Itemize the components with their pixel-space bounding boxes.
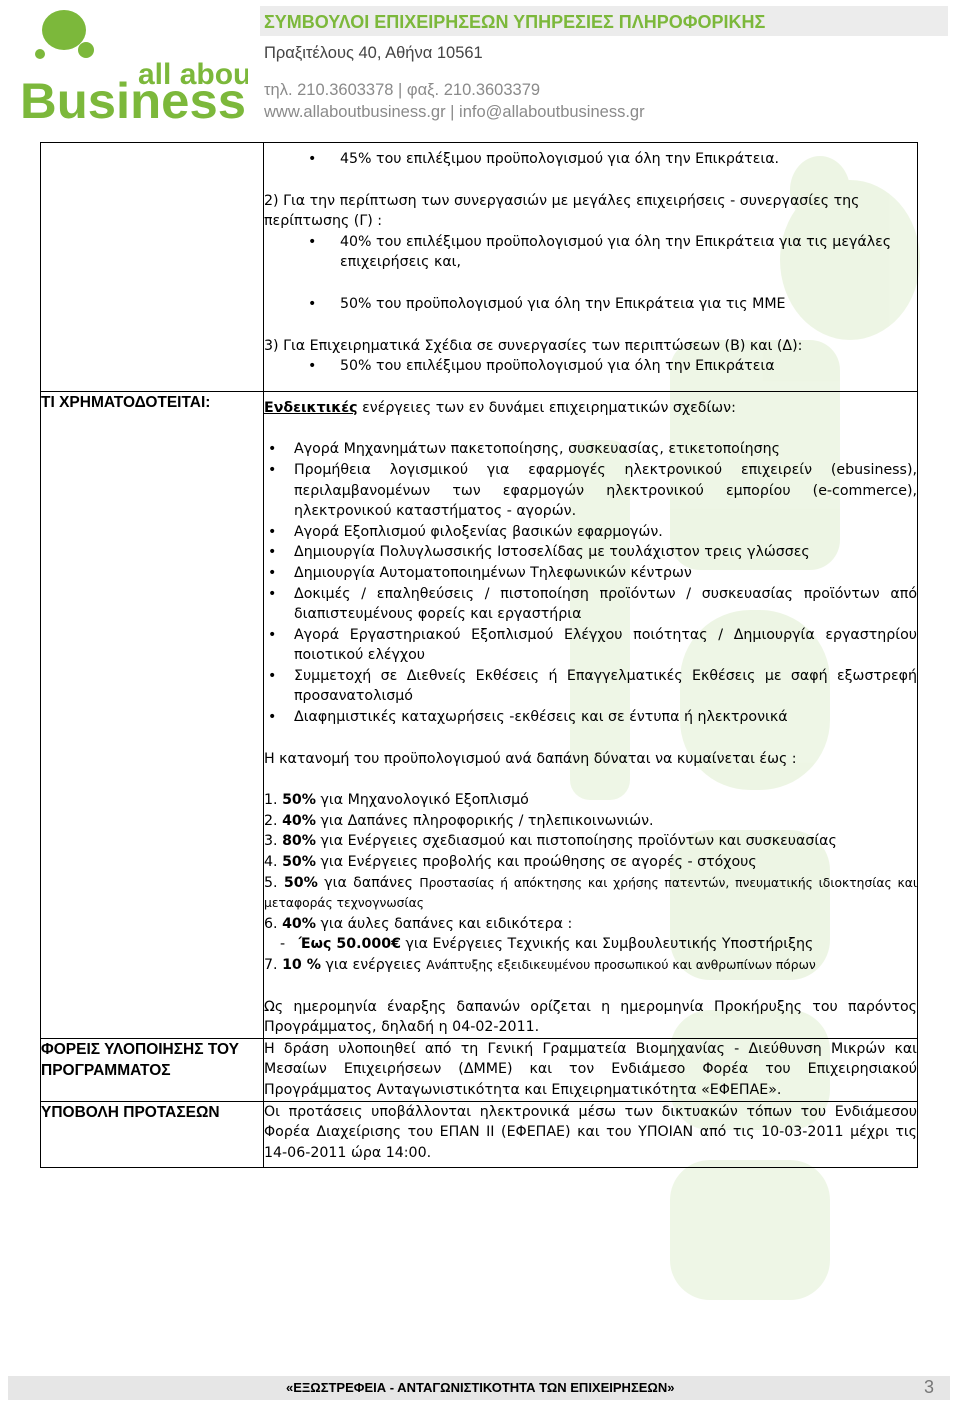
- allocation-item-4: 4. 50% για Ενέργειες προβολής και προώθησης σε αγορές - στόχους: [264, 854, 757, 871]
- header-phones: τηλ. 210.3603378 | φαξ. 210.3603379: [264, 81, 541, 99]
- row-label-empty: [41, 143, 264, 392]
- list-item: • Δοκιμές / επαληθεύσεις / πιστοποίηση προϊόντων / συσκευασίας προϊόντων από διαπιστευμένους φορείς και εργαστήρια: [264, 584, 917, 625]
- row-what-is-funded: [41, 391, 918, 1038]
- submission-text: Οι προτάσεις υποβάλλονται ηλεκτρονικά μέσω των δικτυακών τόπων του Ενδιάμεσου Φορέα Διαχείρισης του ΕΠΑΝ ΙΙ (ΕΦΕΠΑΕ) και του ΥΠΟΙΑΝ από τις 10-03-2011 μέχρι τις 14-06-2011 ώρα 14:00.: [264, 1101, 918, 1168]
- allocation-item-6: 6. 40% για άυλες δαπάνες και ειδικότερα :: [264, 915, 573, 932]
- allocation-intro: Η κατανομή του προϋπολογισμού ανά δαπάνη δύναται να κυμαίνεται έως :: [264, 750, 797, 767]
- logo-word-main: Business: [20, 73, 247, 122]
- page-header: [0, 0, 960, 135]
- row-implementing-bodies: [41, 1038, 918, 1101]
- indicative-intro: ενέργειες των εν δυνάμει επιχειρηματικών σχεδίων:: [357, 399, 736, 416]
- list-item: • Συμμετοχή σε Διεθνείς Εκθέσεις ή Επαγγελματικές Εκθέσεις με σαφή εξωστρεφή προσανατολισμό: [264, 666, 917, 707]
- allocation-item-2: 2. 40% για Δαπάνες πληροφορικής / τηλεπικοινωνιών.: [264, 812, 654, 829]
- header-address: Πραξιτέλους 40, Αθήνα 10561: [264, 44, 483, 62]
- row-submission: [41, 1101, 918, 1168]
- allocation-item-7: 7. 10 % για ενέργειες Ανάπτυξης εξειδικευμένου προσωπικού και ανθρωπίνων πόρων: [264, 957, 816, 973]
- list-item: • 45% του επιλέξιμου προϋπολογισμού για όλη την Επικράτεια.: [264, 149, 917, 170]
- list-item: • Αγορά Μηχανημάτων πακετοποίησης, συσκευασίας, ετικετοποίησης: [264, 439, 917, 460]
- case-3-intro: 3) Για Επιχειρηματικά Σχέδια σε συνεργασίες των περιπτώσεων (Β) και (Δ):: [264, 337, 803, 354]
- allocation-subitem: - Έως 50.000€ για Ενέργειες Τεχνικής και Συμβουλευτικής Υποστήριξης: [280, 936, 814, 953]
- company-logo: [20, 6, 248, 122]
- page-footer: [8, 1376, 950, 1400]
- expense-start-date: Ως ημερομηνία έναρξης δαπανών ορίζεται η ημερομηνία Προκήρυξης του παρόντος Προγράμματος, δηλαδή η 04-02-2011.: [264, 998, 917, 1036]
- allocation-item-1: 1. 50% για Μηχανολογικό Εξοπλισμό: [264, 792, 529, 809]
- list-item: • 40% του επιλέξιμου προϋπολογισμού για όλη την Επικράτεια για τις μεγάλες επιχειρήσεις και,: [264, 232, 917, 273]
- row-funding-rates: [41, 143, 918, 392]
- allocation-list: [264, 790, 917, 975]
- list-item: • 50% του επιλέξιμου προϋπολογισμού για όλη την Επικράτεια: [264, 356, 917, 377]
- list-item: • Αγορά Εξοπλισμού φιλοξενίας βασικών εφαρμογών.: [264, 522, 917, 543]
- logo-word-top: all abou: [138, 58, 248, 91]
- header-web: www.allaboutbusiness.gr | info@allaboutbusiness.gr: [264, 103, 645, 121]
- footer-title: «ΕΞΩΣΤΡΕΦΕΙΑ - ΑΝΤΑΓΩΝΙΣΤΙΚΟΤΗΤΑ ΤΩΝ ΕΠΙΧΕΙΡΗΣΕΩΝ»: [286, 1380, 675, 1395]
- funding-rates-cell: [264, 143, 918, 392]
- page-number: 3: [923, 1377, 934, 1397]
- list-item: • Διαφημιστικές καταχωρήσεις -εκθέσεις και σε έντυπα ή ηλεκτρονικά: [264, 707, 917, 728]
- header-title: ΣΥΜΒΟΥΛΟΙ ΕΠΙΧΕΙΡΗΣΕΩΝ ΥΠΗΡΕΣΙΕΣ ΠΛΗΡΟΦΟΡΙΚΗΣ: [264, 12, 766, 32]
- row-label: ΥΠΟΒΟΛΗ ΠΡΟΤΑΣΕΩΝ: [41, 1101, 264, 1168]
- implementing-bodies-text: Η δράση υλοποιηθεί από τη Γενική Γραμματεία Βιομηχανίας - Διεύθυνση Μικρών και Μεσαίων Επιχειρήσεων (ΔΜΜΕ) και τον Ενδιάμεσο Φορέα του Επιχειρησιακού Προγράμματος Ανταγωνιστικότητα και Επιχειρηματικότητα «ΕΦΕΠΑΕ».: [264, 1038, 918, 1101]
- allocation-item-5: 5. 50% για δαπάνες Προστασίας ή απόκτησης και χρήσης πατεντών, πνευματικής ιδιοκτησίας και μεταφοράς τεχνογνωσίας: [264, 874, 917, 911]
- row-label: ΦΟΡΕΙΣ ΥΛΟΠΟΙΗΣΗΣ ΤΟΥ ΠΡΟΓΡΑΜΜΑΤΟΣ: [41, 1038, 264, 1101]
- list-item: • Αγορά Εργαστηριακού Εξοπλισμού Ελέγχου ποιότητας / Δημιουργία εργαστηρίου ποιοτικού ελέγχου: [264, 625, 917, 666]
- list-item: • Δημιουργία Αυτοματοποιημένων Τηλεφωνικών κέντρων: [264, 563, 917, 584]
- row-label: ΤΙ ΧΡΗΜΑΤΟΔΟΤΕΙΤΑΙ:: [41, 391, 264, 1038]
- allocation-item-3: 3. 80% για Ενέργειες σχεδιασμού και πιστοποίησης προϊόντων και συσκευασίας: [264, 833, 837, 850]
- what-is-funded-cell: [264, 391, 918, 1038]
- case-2-intro: 2) Για την περίπτωση των συνεργασιών με μεγάλες επιχειρήσεις - συνεργασίες της περίπτωσης (Γ) :: [264, 192, 860, 230]
- indicative-heading: Ενδεικτικές: [264, 399, 358, 416]
- list-item: • 50% του προϋπολογισμού για όλη την Επικράτεια για τις ΜΜΕ: [264, 294, 917, 315]
- list-item: • Δημιουργία Πολυγλωσσικής Ιστοσελίδας με τουλάχιστον τρεις γλώσσες: [264, 542, 917, 563]
- list-item: • Προμήθεια λογισμικού για εφαρμογές ηλεκτρονικού επιχειρείν (ebusiness), περιλαμβανομένων των εφαρμογών ηλεκτρονικού εμπορίου (e-commerce), ηλεκτρονικού καταστήματος - αγορών.: [264, 460, 917, 522]
- program-details-table: [40, 142, 918, 1168]
